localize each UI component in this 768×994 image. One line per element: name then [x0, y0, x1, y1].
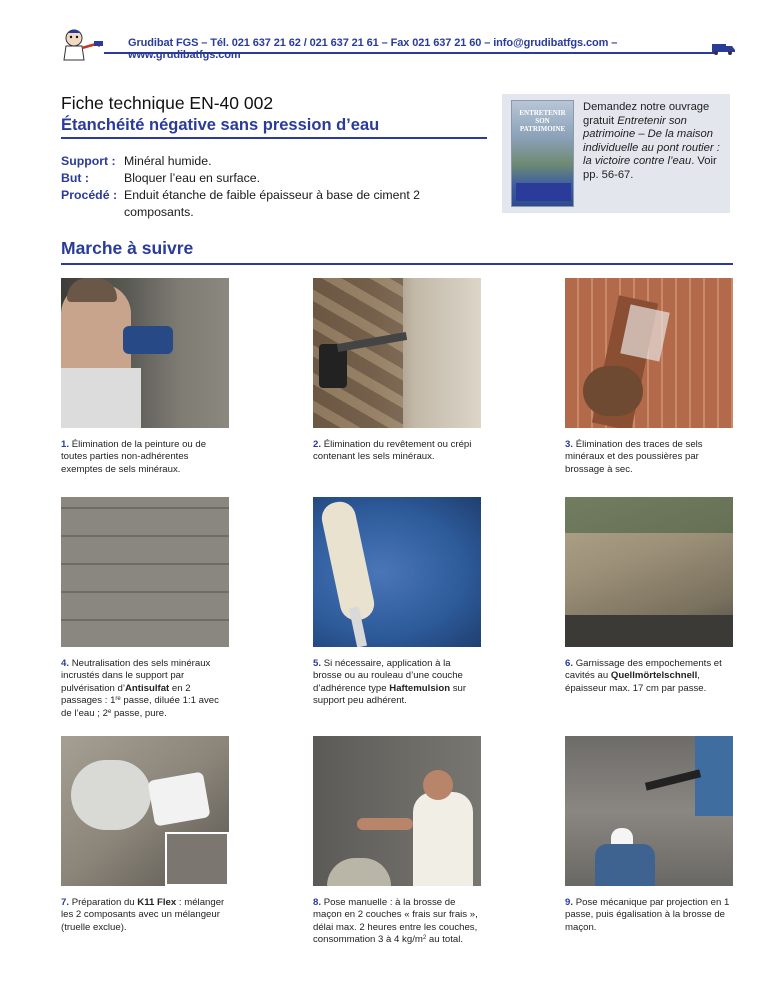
- promo-text: [583, 101, 725, 183]
- step-number: 7.: [61, 897, 70, 908]
- product-name: Quellmörtelschnell: [610, 670, 698, 682]
- step-number: 8.: [313, 897, 322, 908]
- step-caption: [61, 897, 229, 934]
- title-block: [61, 93, 487, 135]
- step-text: Pose mécanique par projection en 1 passe, puis égalisation à la brosse de maçon.: [565, 897, 730, 933]
- mascot-logo-icon: [60, 28, 104, 62]
- page-header: [60, 28, 732, 62]
- spec-label: Procédé :: [61, 188, 118, 202]
- step-6: [565, 497, 733, 695]
- book-title-line: PATRIMOINE: [519, 125, 566, 133]
- spec-row-procede: [61, 187, 444, 221]
- step-3: [565, 278, 733, 476]
- spec-label: Support :: [61, 154, 116, 168]
- step-photo: [565, 497, 733, 647]
- step-text: Garnissage des empochements et cavités au: [565, 658, 722, 682]
- step-photo: [313, 278, 481, 428]
- promo-line: Demandez notre ouvrage gratuit: [583, 101, 710, 127]
- page-subtitle: Étanchéité négative sans pression d’eau: [61, 116, 380, 134]
- step-number: 9.: [565, 897, 574, 908]
- step-9: [565, 736, 733, 934]
- step-caption: [313, 658, 481, 708]
- step-text: passe, pure.: [111, 707, 167, 719]
- step-photo: [61, 497, 229, 647]
- step-photo: [313, 736, 481, 886]
- step-1: [61, 278, 229, 476]
- step-number: 4.: [61, 658, 70, 669]
- book-cover-title: [512, 109, 573, 133]
- section-rule: [61, 263, 733, 265]
- step-text: : mélanger les 2 composants avec un mélangeur (truelle exclue).: [61, 897, 225, 933]
- promo-line: . Voir pp. 56-67.: [583, 155, 717, 181]
- step-text: Pose manuelle : à la brosse de maçon en 2 couches « frais sur frais », délai max. 2 heures entre les couches, consommation 3 à 4 kg/m: [313, 897, 478, 946]
- book-title-line: SON: [535, 117, 550, 125]
- step-caption: [565, 658, 733, 695]
- step-text: passe, diluée 1:1 avec de l’eau ; 2: [61, 695, 219, 719]
- promo-box: [502, 94, 730, 213]
- promo-book-name: Entretenir son patrimoine – De la maison individuelle au pont routier : la victoire contre l’eau: [583, 114, 720, 168]
- step-caption: [313, 439, 481, 464]
- step-2: [313, 278, 481, 464]
- specs-list: [61, 153, 444, 221]
- step-number: 6.: [565, 658, 574, 669]
- step-photo: [61, 736, 229, 886]
- product-name: Antisulfat: [125, 682, 170, 694]
- step-4: [61, 497, 229, 720]
- header-contact-text: Grudibat FGS – Tél. 021 637 21 62 / 021 637 21 61 – Fax 021 637 21 60 – info@grudibatfgs.com – www.grudibatfgs.com: [128, 37, 618, 61]
- spec-row-support: [61, 153, 444, 170]
- spec-value: Minéral humide.: [124, 154, 212, 168]
- product-name: K11 Flex: [137, 897, 177, 908]
- step-text: au total.: [426, 934, 464, 946]
- step-7: [61, 736, 229, 934]
- step-photo: [61, 278, 229, 428]
- step-5: [313, 497, 481, 708]
- step-photo: [565, 736, 733, 886]
- step-text: en 2 passages : 1: [61, 682, 191, 707]
- spec-row-but: [61, 170, 444, 187]
- step-text: Neutralisation des sels minéraux incrustés dans le support par pulvérisation d’: [61, 658, 211, 694]
- step-text: sur support peu adhérent.: [313, 682, 467, 707]
- step-text: Élimination de la peinture ou de toutes parties non-adhérentes exemptes de sels minéraux.: [61, 439, 207, 475]
- step-caption: [565, 897, 733, 934]
- step-number: 1.: [61, 439, 70, 450]
- section-title: Marche à suivre: [61, 238, 194, 258]
- step-photo: [565, 278, 733, 428]
- page-title: Fiche technique EN-40 002: [61, 93, 274, 113]
- superscript: 2: [422, 935, 427, 942]
- step-text: Si nécessaire, application à la brosse ou au rouleau d’une couche d’adhérence type: [313, 658, 463, 694]
- step-number: 3.: [565, 439, 574, 450]
- step-caption: [565, 439, 733, 476]
- book-title-line: ENTRETENIR: [519, 109, 566, 117]
- step-text: , épaisseur max. 17 cm par passe.: [565, 670, 707, 694]
- product-name: Haftemulsion: [389, 682, 451, 694]
- truck-icon: [710, 42, 736, 56]
- step-number: 5.: [313, 658, 322, 669]
- step-photo: [313, 497, 481, 647]
- superscript: e: [107, 708, 112, 715]
- title-rule: [61, 137, 487, 139]
- step-text: Élimination du revêtement ou crépi contenant les sels minéraux.: [313, 439, 472, 463]
- step-text: Élimination des traces de sels minéraux et des poussières par brossage à sec.: [565, 439, 703, 475]
- step-caption: [61, 658, 229, 720]
- superscript: re: [115, 696, 121, 703]
- step-text: Préparation du: [71, 897, 138, 908]
- spec-value: Enduit étanche de faible épaisseur à base de ciment 2 composants.: [124, 188, 421, 219]
- book-cover-image: [511, 100, 574, 207]
- step-number: 2.: [313, 439, 322, 450]
- spec-label: But :: [61, 171, 89, 185]
- step-8: [313, 736, 481, 947]
- book-band: [516, 183, 571, 201]
- step-caption: [313, 897, 481, 947]
- step-caption: [61, 439, 229, 476]
- spec-value: Bloquer l’eau en surface.: [124, 171, 261, 185]
